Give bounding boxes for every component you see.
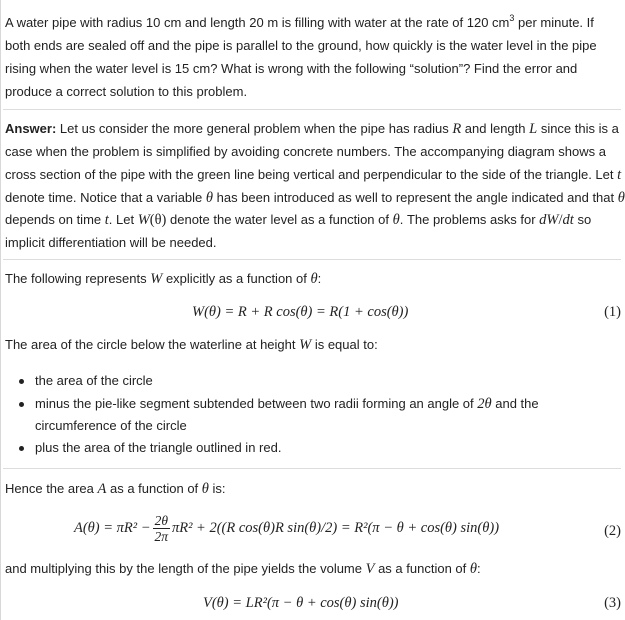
bullet-dot <box>19 446 24 451</box>
fraction-numerator: 2θ <box>154 513 168 528</box>
answer-line-5 <box>5 212 591 228</box>
divider <box>3 468 621 469</box>
math-var: W <box>299 337 312 353</box>
equation-2-lhs: A(θ) = πR² − <box>74 519 151 536</box>
equation-2-rhs: πR² + 2((R cos(θ)R sin(θ)/2) = R²(π − θ + cos(θ) sin(θ)) <box>171 519 500 536</box>
fraction-denominator: 2π <box>154 529 169 544</box>
answer-line-6: implicit differentiation will be needed. <box>5 235 217 250</box>
math-slash: / <box>558 212 563 228</box>
answer-text: . The problems asks for <box>399 212 540 227</box>
equation-3: V(θ) = LR²(π − θ + cos(θ) sin(θ)) <box>203 595 399 611</box>
problem-line-3: rising when the water level is 15 cm? What is wrong with the following “solution”? Find the error and <box>5 61 578 76</box>
problem-line-4: produce a correct solution to this problem. <box>5 84 248 99</box>
math-var: 2θ <box>477 396 492 412</box>
problem-line-1 <box>5 15 594 31</box>
text: and multiplying this by the length of the pipe yields the volume <box>5 561 366 576</box>
text: : <box>477 561 481 576</box>
answer-text: Let us consider the more general problem when the pipe has radius <box>56 121 453 136</box>
answer-line-4 <box>5 190 625 206</box>
answer-line-3 <box>5 167 621 183</box>
math-var: θ <box>205 190 214 206</box>
paragraph-area <box>5 337 378 353</box>
answer-text: depends on time <box>5 212 105 227</box>
text: explicitly as a function of <box>162 271 311 286</box>
equation-1: W(θ) = R + R cos(θ) = R(1 + cos(θ)) <box>192 304 409 320</box>
bullet-item-2 <box>35 396 539 412</box>
answer-label: Answer: <box>5 121 57 136</box>
text: and the <box>491 396 539 411</box>
math-var: θ <box>617 190 625 206</box>
text: The following represents <box>5 271 151 286</box>
equation-1-number: (1) <box>604 304 621 320</box>
problem-line-2: both ends are sealed off and the pipe is parallel to the ground, how quickly is the water level in the pipe <box>5 38 597 53</box>
bullet-dot <box>19 379 24 384</box>
text: : <box>317 271 322 286</box>
math-var: R <box>452 121 462 137</box>
superscript: 3 <box>509 13 515 23</box>
paragraph-w <box>5 271 321 287</box>
answer-text: and length <box>461 121 530 136</box>
answer-line-1 <box>5 121 619 137</box>
bullet-item-1: the area of the circle <box>35 373 153 388</box>
fraction <box>153 513 170 544</box>
paragraph-multiply <box>5 561 481 577</box>
equation-3-number: (3) <box>604 595 621 611</box>
math-var: V <box>365 561 375 577</box>
answer-text: . Let <box>108 212 138 227</box>
paragraph-hence <box>5 481 226 497</box>
text: as a function of <box>106 481 202 496</box>
math-var: dt <box>562 212 574 228</box>
math-arg: (θ) <box>149 212 167 228</box>
divider <box>3 109 621 110</box>
math-var: dW <box>539 212 559 228</box>
math-var: t <box>104 212 109 228</box>
math-var: W <box>150 271 163 287</box>
text: The area of the circle below the waterline at height <box>5 337 300 352</box>
problem-text: per minute. If <box>514 15 594 30</box>
equation-2 <box>74 513 499 544</box>
text: is equal to: <box>311 337 378 352</box>
bullet-item-2-cont: circumference of the circle <box>35 418 187 433</box>
bullet-item-3: plus the area of the triangle outlined in red. <box>35 440 282 455</box>
problem-text: A water pipe with radius 10 cm and length 20 m is filling with water at the rate of 120 cm <box>5 15 510 30</box>
bullet-dot <box>19 402 24 407</box>
answer-text: denote time. Notice that a variable <box>5 190 206 205</box>
answer-line-2: case when the problem is simplified by avoiding concrete numbers. The accompanying diagram shows a <box>5 144 606 159</box>
text: minus the pie-like segment subtended between two radii forming an angle of <box>35 396 478 411</box>
text: as a function of <box>374 561 470 576</box>
math-var: A <box>97 481 107 497</box>
math-var: θ <box>469 561 477 577</box>
divider <box>3 259 621 260</box>
answer-text: so <box>573 212 592 227</box>
answer-text: cross section of the pipe with the green line being vertical and perpendicular to the side of the triangle. Let <box>5 167 618 182</box>
answer-text: has been introduced as well to represent the angle indicated and that <box>213 190 618 205</box>
answer-text: denote the water level as a function of <box>166 212 393 227</box>
math-var: θ <box>392 212 400 228</box>
math-var: θ <box>310 271 318 287</box>
answer-text: since this is a <box>537 121 619 136</box>
math-var: W <box>137 212 150 228</box>
text: Hence the area <box>5 481 98 496</box>
text: is: <box>208 481 226 496</box>
math-var: L <box>529 121 538 137</box>
equation-2-number: (2) <box>604 523 621 539</box>
math-var: θ <box>201 481 209 497</box>
math-var: t <box>617 167 622 183</box>
left-border <box>0 0 1 620</box>
